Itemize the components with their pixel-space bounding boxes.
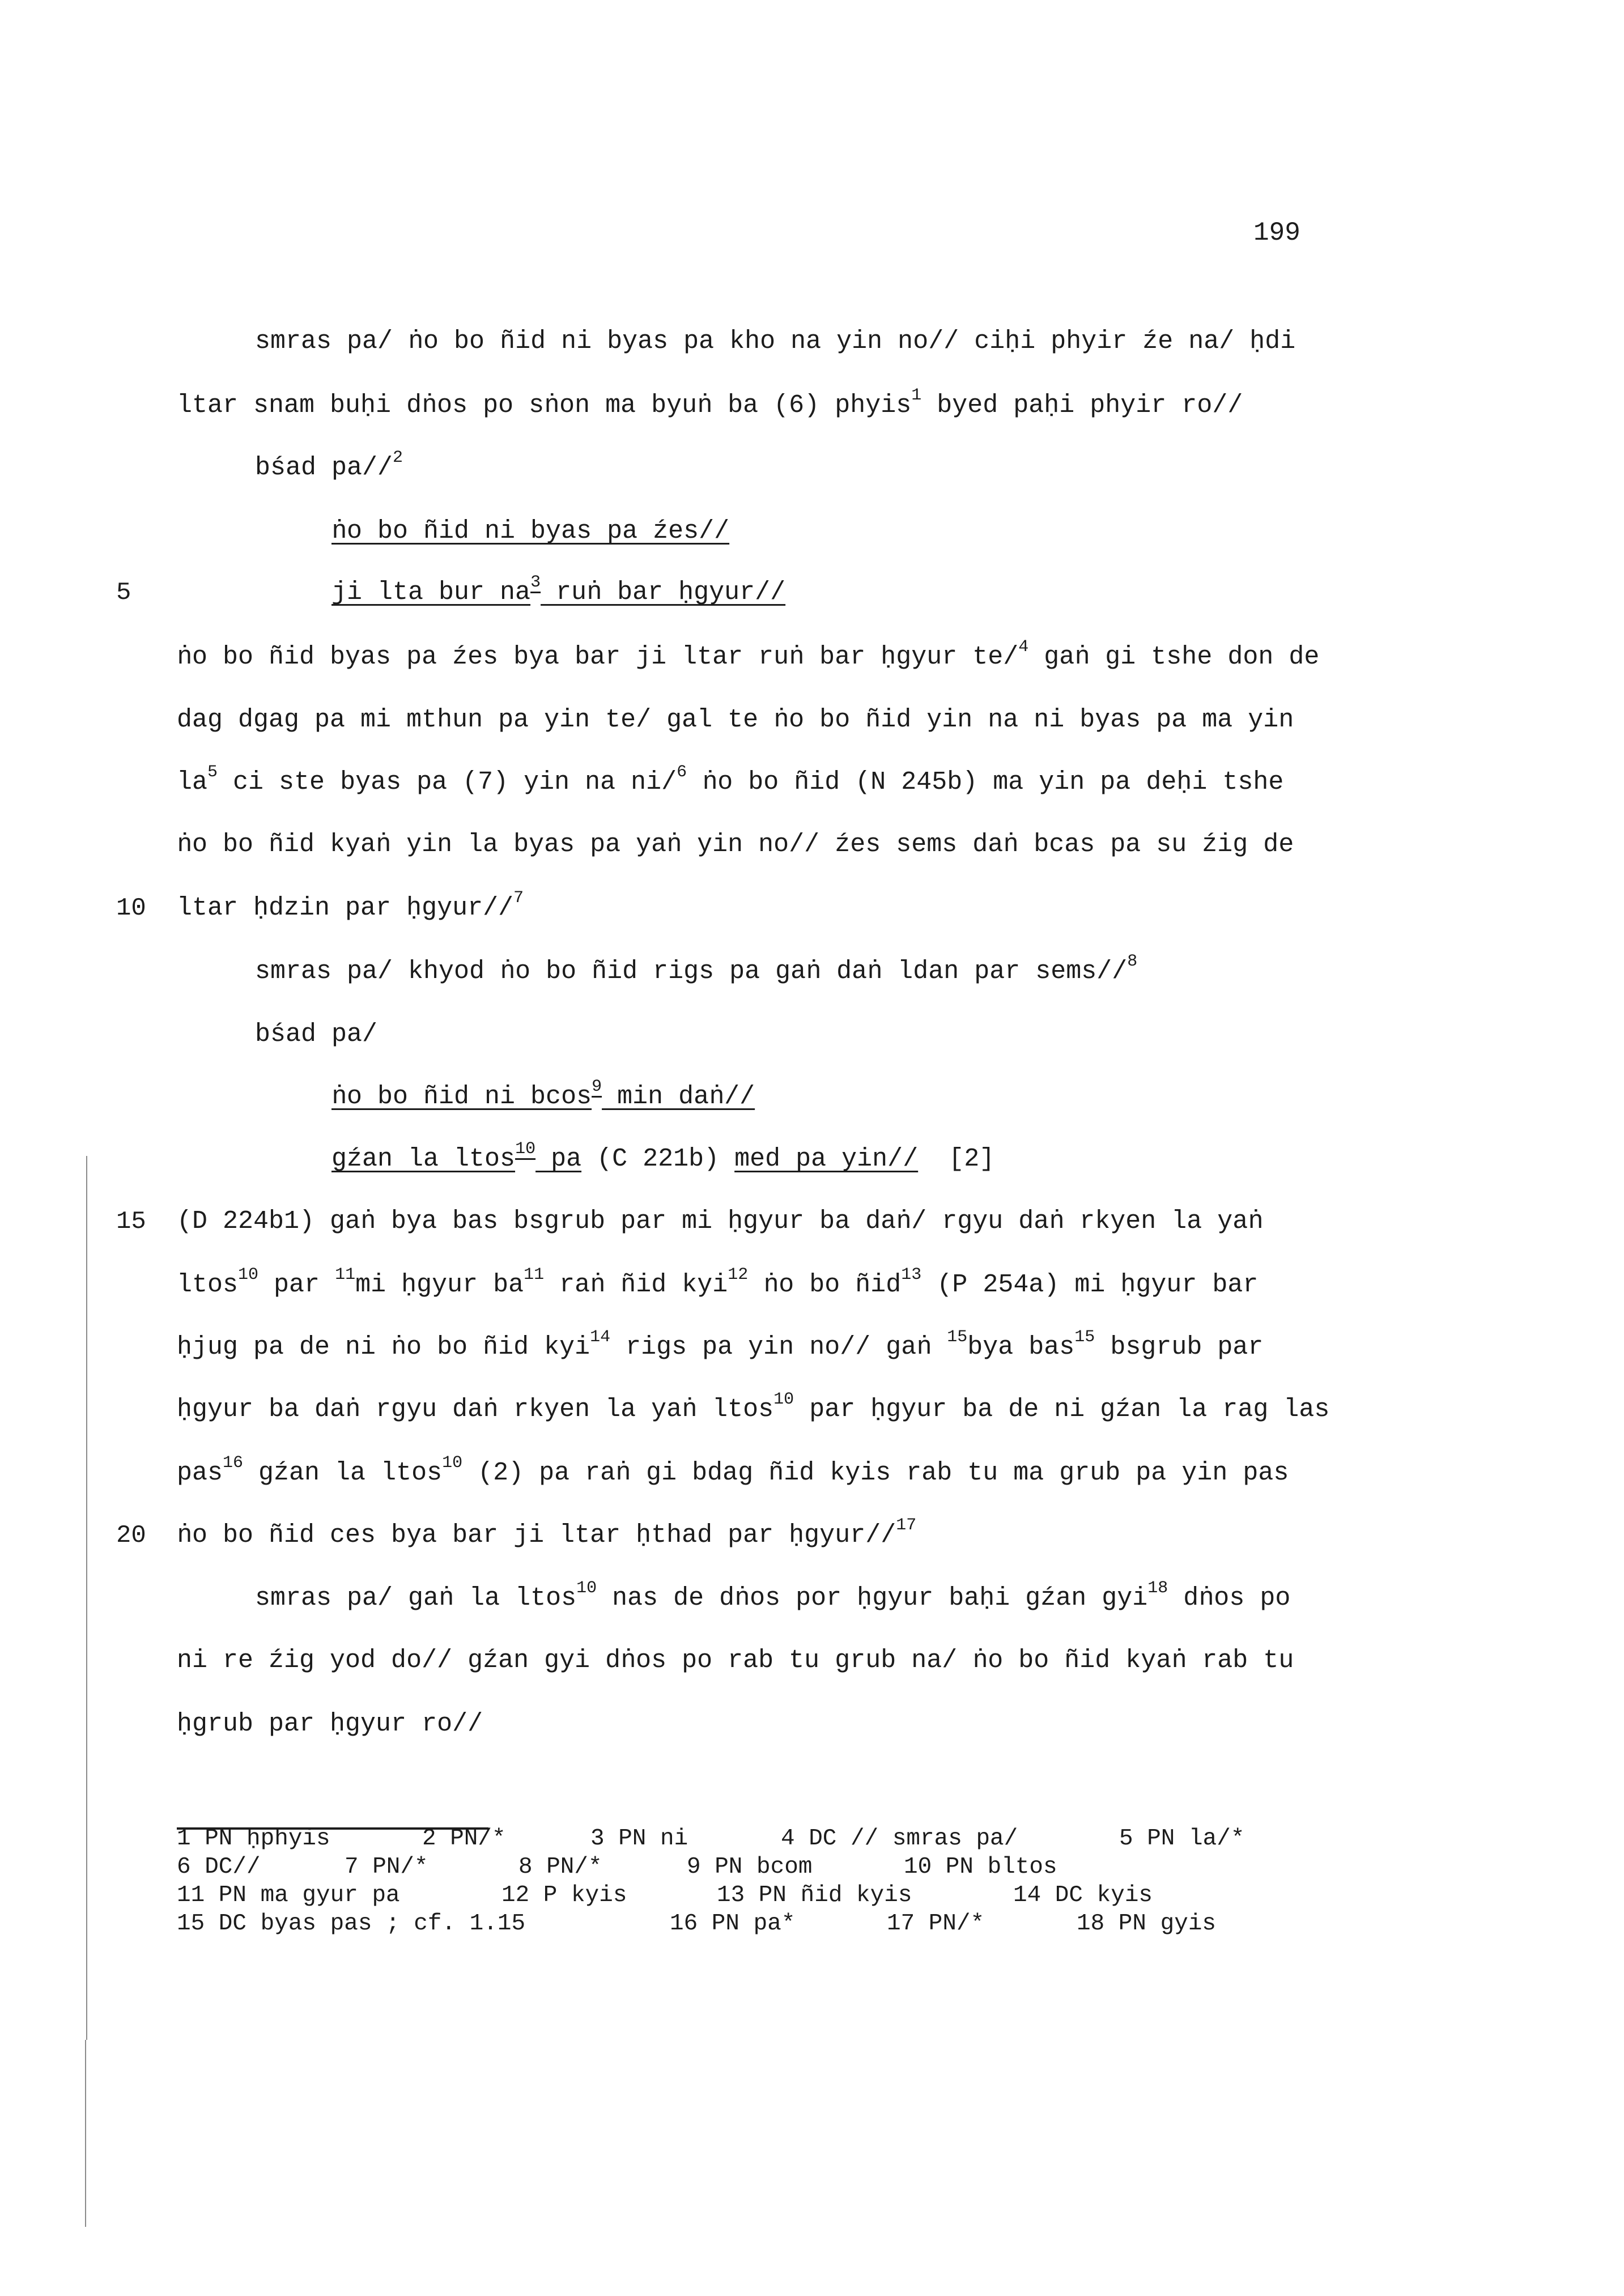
text-line	[177, 386, 1243, 422]
text-line	[331, 516, 729, 547]
text-segment: (D 224b1) gaṅ bya bas bsgrub par mi ḥgyur ba daṅ/ rgyu daṅ rkyen la yaṅ	[177, 1207, 1264, 1236]
text-segment: bśad pa/	[255, 1020, 378, 1049]
text-line	[177, 763, 1284, 798]
text-segment: ltar snam buḥi dṅos po sṅon ma byuṅ ba (6) phyis	[177, 391, 912, 420]
footnote: 5 PN la/*	[1119, 1826, 1245, 1852]
text-line	[331, 1140, 995, 1175]
text-segment: par ḥgyur ba de ni gźan la rag las	[794, 1395, 1330, 1424]
text-segment: ḥgrub par ḥgyur ro//	[177, 1710, 483, 1738]
text-segment: raṅ ñid kyi	[544, 1270, 728, 1299]
text-segment: gaṅ gi tshe don de	[1028, 643, 1320, 671]
text-segment: gźan la ltos	[243, 1459, 443, 1487]
text-segment: ni re źig yod do// gźan gyi dṅos po rab tu grub na/ ṅo bo ñid kyaṅ rab tu	[177, 1646, 1294, 1675]
text-segment: par	[258, 1270, 335, 1299]
text-line	[255, 326, 1295, 358]
text-segment: bśad pa//	[255, 453, 393, 482]
footnote: 12 P kyis	[501, 1882, 627, 1908]
footnote: 10 PN bltos	[904, 1854, 1057, 1880]
text-segment: ḥjug pa de ni ṅo bo ñid kyi	[177, 1333, 590, 1362]
footnote: 7 PN/*	[345, 1854, 428, 1880]
text-segment: ṅo bo ñid kyaṅ yin la byas pa yaṅ yin no// źes sems daṅ bcas pa su źig de	[177, 830, 1294, 859]
footnote-marker: 9	[592, 1077, 602, 1096]
text-line	[331, 1077, 755, 1113]
footnote-marker: 11	[524, 1265, 545, 1285]
footnote-marker: 13	[901, 1265, 922, 1285]
footnote-marker: 15	[947, 1328, 968, 1347]
margin-scan-line	[86, 1156, 87, 2040]
footnote-marker: 17	[896, 1516, 917, 1535]
footnote: 1 PN ḥphyis	[177, 1826, 330, 1852]
line-number: 20	[116, 1521, 146, 1550]
text-line	[177, 1265, 1259, 1301]
footnote: 15 DC byas pas ; cf. 1.15	[177, 1911, 526, 1937]
footnote-marker: 15	[1074, 1328, 1095, 1347]
text-segment: mi ḥgyur ba	[355, 1270, 524, 1299]
line-number: 10	[116, 894, 146, 922]
text-line	[177, 704, 1294, 736]
text-segment: (P 254a) mi ḥgyur bar	[921, 1270, 1259, 1299]
text-segment: ṅo bo ñid ni bcos	[331, 1082, 592, 1111]
text-segment: ṅo bo ñid ni byas pa źes//	[331, 517, 730, 546]
footnote-marker: 14	[590, 1328, 611, 1347]
footnote-marker: 4	[1018, 637, 1029, 657]
footnote: 8 PN/*	[518, 1854, 602, 1880]
text-segment: ṅo bo ñid byas pa źes bya bar ji ltar ruṅ bar ḥgyur te/	[177, 643, 1019, 671]
footnote-marker: 5	[207, 763, 218, 782]
text-segment: min daṅ//	[602, 1082, 755, 1111]
text-segment: (C 221b)	[581, 1145, 735, 1173]
margin-scan-line-lower	[85, 2040, 86, 2227]
footnote-marker: 2	[393, 448, 403, 467]
text-line	[177, 1206, 1263, 1238]
page-number: 199	[1253, 218, 1300, 248]
footnote: 3 PN ni	[590, 1826, 688, 1852]
footnote: 18 PN gyis	[1077, 1911, 1217, 1937]
text-segment: la	[177, 768, 208, 797]
footnote-marker: 12	[728, 1265, 749, 1285]
text-segment: ji lta bur na	[331, 578, 531, 607]
text-segment: (2) pa raṅ gi bdag ñid kyis rab tu ma grub pa yin pas	[462, 1459, 1289, 1487]
text-line	[177, 829, 1294, 861]
line-number: 15	[116, 1207, 146, 1236]
text-line	[177, 1328, 1264, 1363]
text-segment: gźan la ltos	[331, 1145, 516, 1173]
text-line	[177, 888, 524, 924]
text-segment: ltar ḥdzin par ḥgyur//	[177, 894, 514, 922]
text-line	[255, 1019, 377, 1051]
text-segment: smras pa/ khyod ṅo bo ñid rigs pa gaṅ daṅ ldan par sems//	[255, 957, 1128, 986]
text-segment: bya bas	[967, 1333, 1075, 1362]
text-segment: nas de dṅos por ḥgyur baḥi gźan gyi	[597, 1584, 1148, 1613]
footnote-marker: 7	[513, 888, 524, 908]
footnote-marker: 10	[773, 1390, 794, 1409]
text-line	[255, 952, 1138, 988]
footnote-marker: 8	[1127, 952, 1138, 971]
text-segment: smras pa/ gaṅ la ltos	[255, 1584, 577, 1613]
text-segment: ṅo bo ñid (N 245b) ma yin pa deḥi tshe	[687, 768, 1284, 797]
footnote-marker: 6	[677, 763, 687, 782]
footnote: 16 PN pa*	[670, 1911, 796, 1937]
footnote-marker: 10	[576, 1579, 597, 1598]
text-line	[177, 1453, 1289, 1489]
footnote-marker: 16	[223, 1453, 244, 1473]
footnote-marker: 18	[1147, 1579, 1168, 1598]
footnote-marker: 10	[238, 1265, 259, 1285]
text-line	[177, 1516, 917, 1551]
text-segment: ṅo bo ñid	[748, 1270, 902, 1299]
text-segment: bsgrub par	[1095, 1333, 1264, 1362]
text-line	[331, 573, 786, 609]
text-line	[177, 1645, 1294, 1677]
footnote: 9 PN bcom	[687, 1854, 813, 1880]
text-segment: dag dgag pa mi mthun pa yin te/ gal te ṅo bo ñid yin na ni byas pa ma yin	[177, 705, 1294, 734]
footnote-marker: 10	[442, 1453, 463, 1473]
footnote: 11 PN ma gyur pa	[177, 1882, 400, 1908]
footnote: 6 DC//	[177, 1854, 261, 1880]
text-line	[177, 1708, 483, 1740]
footnote-marker: 1	[911, 386, 922, 405]
text-line	[255, 448, 403, 484]
text-line	[177, 637, 1320, 673]
footnote: 4 DC // smras pa/	[781, 1826, 1018, 1852]
footnote: 13 PN ñid kyis	[717, 1882, 912, 1908]
text-line	[255, 1579, 1291, 1614]
footnote: 17 PN/*	[887, 1911, 985, 1937]
text-segment: pa	[535, 1145, 582, 1173]
text-segment: ṅo bo ñid ces bya bar ji ltar ḥthad par ḥgyur//	[177, 1521, 896, 1550]
text-segment: ltos	[177, 1270, 239, 1299]
text-segment: smras pa/ ṅo bo ñid ni byas pa kho na yin no// ciḥi phyir źe na/ ḥdi	[255, 327, 1296, 356]
footnote-marker: 3	[530, 573, 541, 592]
footnote: 14 DC kyis	[1013, 1882, 1153, 1908]
line-number: 5	[116, 579, 131, 607]
text-segment: ruṅ bar ḥgyur//	[541, 578, 786, 607]
text-segment: med pa yin//	[734, 1145, 919, 1173]
text-segment: pas	[177, 1459, 223, 1487]
text-segment: ci ste byas pa (7) yin na ni/	[218, 768, 677, 797]
footnote-marker: 11	[335, 1265, 356, 1285]
footnote-marker: 10	[515, 1140, 536, 1159]
text-segment: [2]	[918, 1145, 995, 1173]
text-segment: rigs pa yin no// gaṅ	[610, 1333, 947, 1362]
text-segment: byed paḥi phyir ro//	[921, 391, 1243, 420]
text-segment: dṅos po	[1168, 1584, 1291, 1613]
footnote: 2 PN/*	[422, 1826, 506, 1852]
text-line	[177, 1390, 1330, 1426]
text-segment: ḥgyur ba daṅ rgyu daṅ rkyen la yaṅ ltos	[177, 1395, 774, 1424]
